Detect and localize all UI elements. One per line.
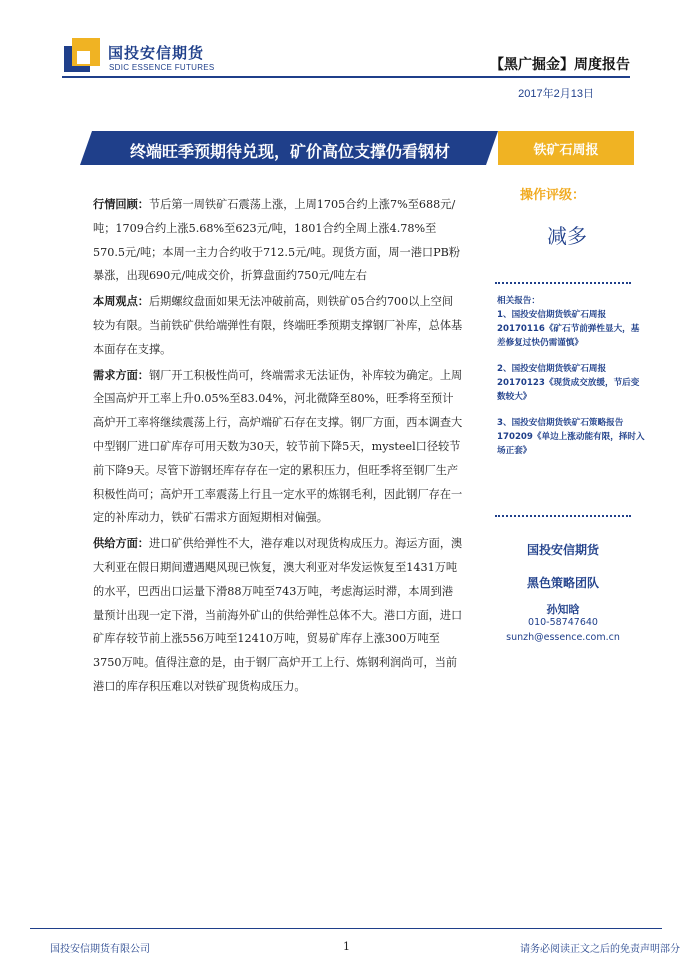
section-text: 钢厂开工积极性尚可，终端需求无法证伪，补库较为确定。上周全国高炉开工率上升0.05%至83.04%，河北微降至80%，旺季将至预计高炉开工率将继续震荡上行，高炉端矿石存在支撑。钢厂方面，西本调查大中型钢厂进口矿库存可用天数为30天，较节前下降5天，mysteel口径较节前下降9天。尽管下游钢坯库存存在一定的累积压力，但旺季将至钢厂生产积极性尚可；高炉开工率震荡上行且一定水平的炼钢毛利，因此钢厂存在一定的补库动力，铁矿石需求方面短期相对偏强。	[93, 368, 463, 525]
section-weekly-view	[93, 290, 464, 361]
rating-label: 操作评级：	[520, 188, 586, 203]
section-label: 行情回顾：	[93, 197, 149, 211]
rating-value: 减多	[547, 224, 587, 248]
related-report-item[interactable]: 3、国投安信期货铁矿石策略报告170209《单边上涨动能有限，择时入场正套》	[497, 418, 645, 456]
section-label: 供给方面：	[93, 536, 149, 551]
section-label: 本周观点：	[93, 294, 149, 309]
footer-divider	[30, 928, 662, 929]
report-body	[93, 193, 464, 701]
report-title: 终端旺季预期待兑现，矿价高位支撑仍看钢材	[129, 142, 450, 161]
report-type: 【黑广掘金】周度报告	[490, 57, 630, 73]
section-text: 进口矿供给弹性不大，港存难以对现货构成压力。海运方面，澳大利亚在假日期间遭遇飓风现已恢复，澳大利亚对华发运恢复至1431万吨的水平，巴西出口运量下滑88万吨至743万吨，考虑海运时滞，本周到港量预计出现一定下滑，当前海外矿山的供给弹性总体不大。港口方面，进口矿库存较节前上涨556万吨至12410万吨，贸易矿库存上涨300万吨至3750万吨。值得注意的是，由于钢厂高炉开工上行、炼钢利润尚可，当前港口的库存积压难以对铁矿现货构成压力。	[93, 537, 463, 693]
report-date: 2017年2月13日	[518, 88, 594, 100]
footer-disclaimer: 请务必阅读正文之后的免责声明部分	[520, 944, 680, 955]
logo-company-name: 国投安信期货	[108, 44, 205, 62]
header-divider	[62, 76, 630, 78]
section-market-review	[93, 193, 464, 288]
sidebar-divider	[495, 282, 631, 284]
related-reports	[497, 294, 647, 470]
company-logo-icon	[64, 38, 100, 74]
section-supply	[93, 532, 464, 699]
report-tag: 铁矿石周报	[533, 143, 599, 158]
analyst-team: 黑色策略团队	[526, 576, 599, 590]
analyst-email[interactable]: sunzh@essence.com.cn	[506, 632, 620, 643]
section-demand	[93, 364, 464, 531]
section-text: 节后第一周铁矿石震荡上涨，上周1705合约上涨7%至688元/吨；1709合约上涨5.68%至623元/吨，1801合约全周上涨4.78%至570.5元/吨；本周一主力合约收于712.5元/吨。现货方面，周一港口PB粉暴涨，出现690元/吨成交价，折算盘面约750元/吨左右	[93, 198, 461, 283]
analyst-name: 孙知晗	[546, 603, 580, 616]
section-label: 需求方面：	[93, 367, 149, 382]
related-report-item[interactable]: 1、国投安信期货铁矿石周报20170116《矿石节前弹性显大，基差修复过快仍需谨慎》	[497, 310, 640, 348]
related-report-item[interactable]: 2、国投安信期货铁矿石周报20170123《现货成交放缓，节后变数较大》	[497, 364, 640, 402]
logo-company-name-en: SDIC ESSENCE FUTURES	[109, 63, 215, 72]
sidebar-divider	[495, 515, 631, 517]
analyst-phone: 010-58747640	[528, 617, 598, 628]
section-text: 后期螺纹盘面如果无法冲破前高，则铁矿05合约700以上空间较为有限。当前铁矿供给端弹性有限，终端旺季预期支撑钢厂补库，总体基本面存在支撑。	[93, 295, 463, 356]
footer-company: 国投安信期货有限公司	[50, 944, 150, 955]
related-reports-heading: 相关报告：	[497, 296, 540, 306]
analyst-company: 国投安信期货	[526, 543, 599, 557]
page-number: 1	[343, 940, 350, 953]
